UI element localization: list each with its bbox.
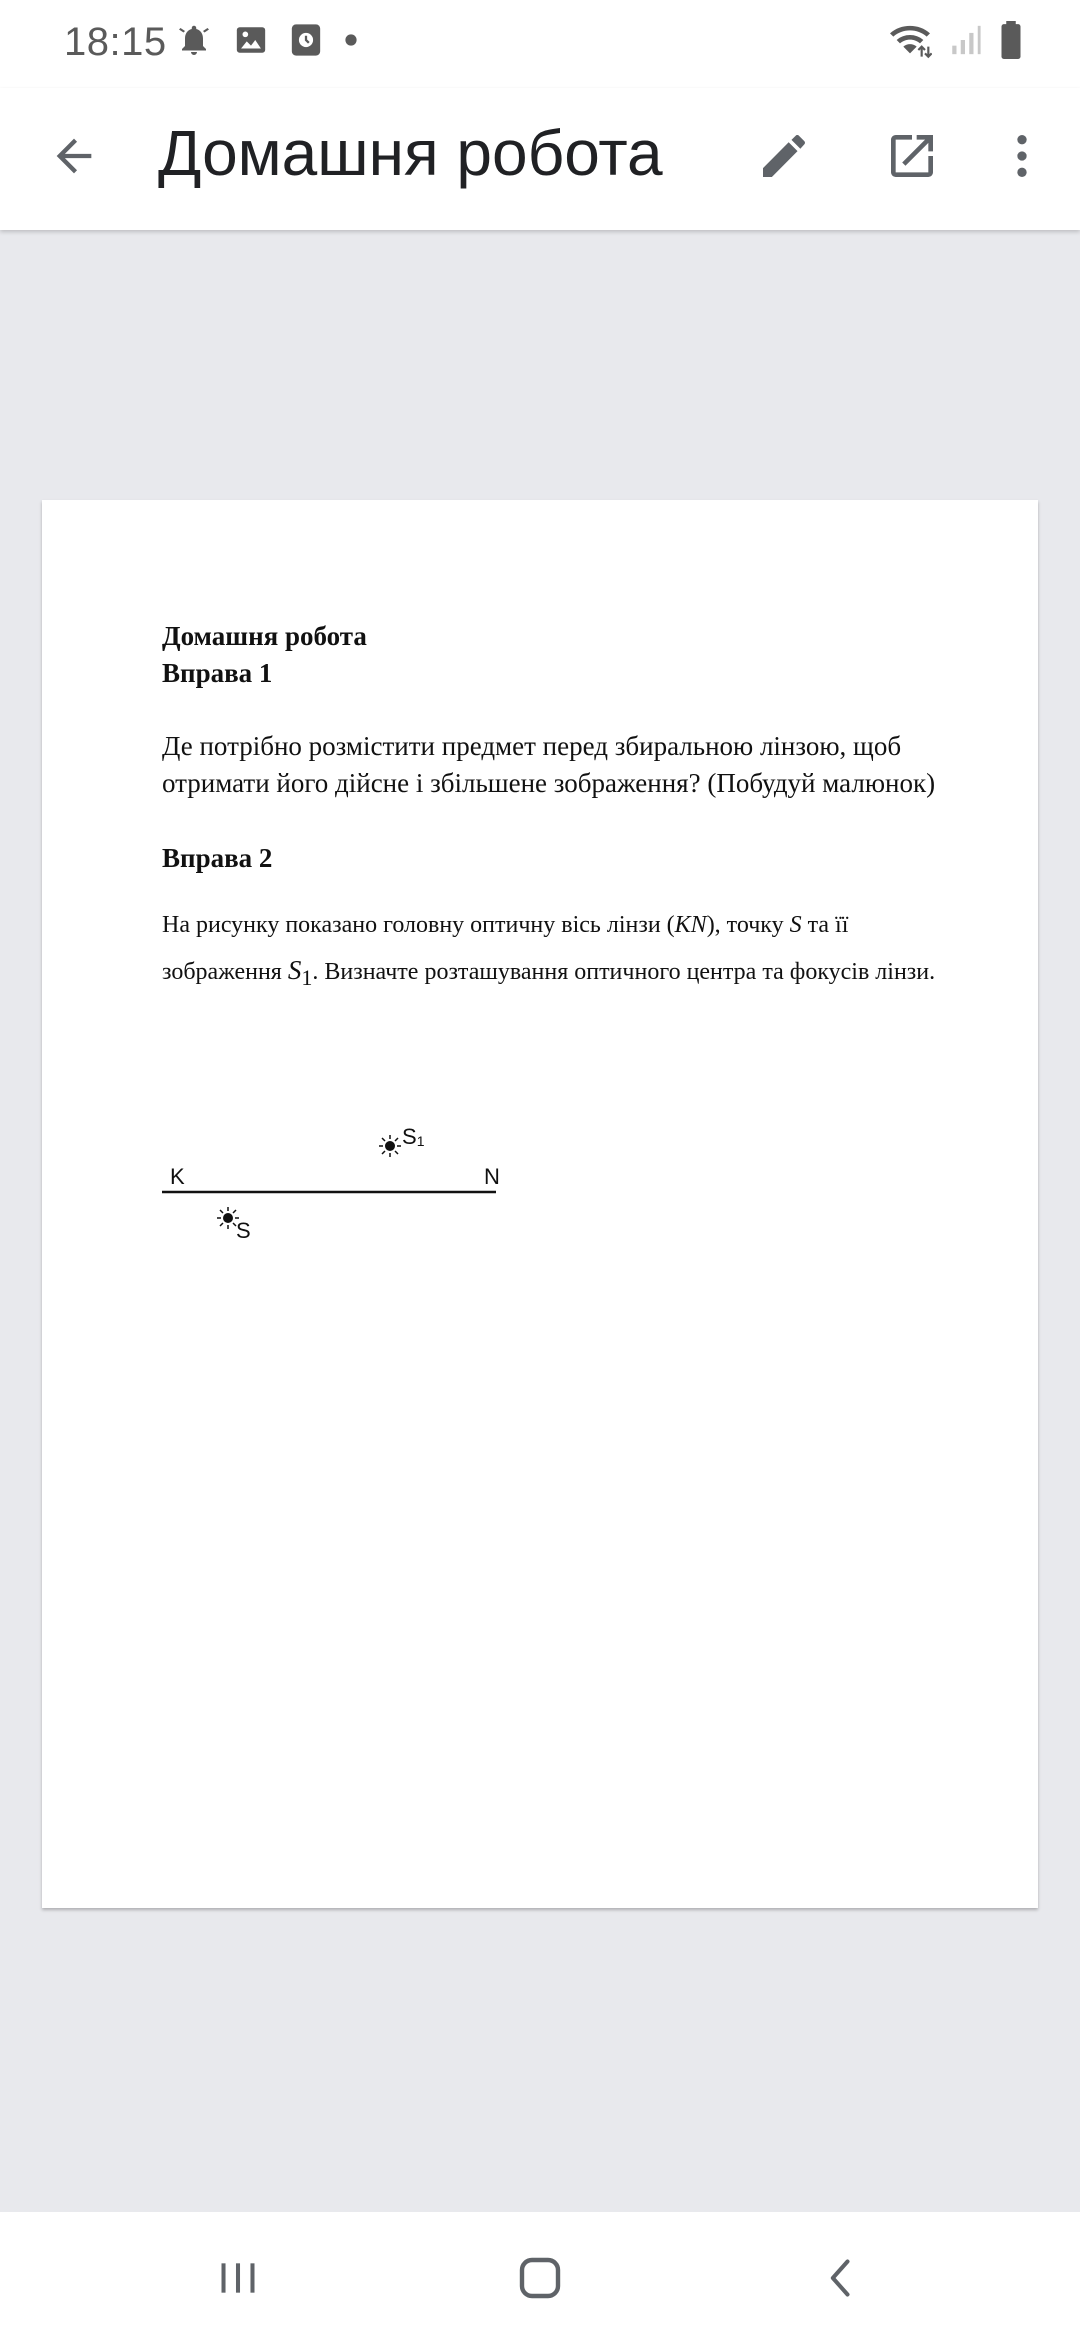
document-content bbox=[162, 618, 962, 1000]
video-icon bbox=[290, 23, 322, 62]
exercise2-text bbox=[162, 903, 962, 1000]
dot-icon bbox=[344, 33, 358, 52]
status-bar bbox=[0, 0, 1080, 88]
figure-label-s: S bbox=[236, 1218, 251, 1243]
status-time: 18:15 bbox=[64, 20, 167, 64]
figure-label-s1: S1 bbox=[402, 1124, 425, 1149]
figure-label-k: K bbox=[170, 1164, 185, 1189]
back-button[interactable] bbox=[36, 118, 112, 194]
more-vert-icon bbox=[994, 128, 1050, 184]
document-title: Домашня робота bbox=[162, 621, 367, 651]
exercise2-title: Вправа 2 bbox=[162, 843, 273, 873]
figure-label-n: N bbox=[484, 1164, 500, 1189]
home-button[interactable] bbox=[500, 2238, 580, 2318]
alarm-icon bbox=[176, 22, 212, 63]
exercise1-title: Вправа 1 bbox=[162, 658, 273, 688]
ex2-s1-sub: 1 bbox=[301, 964, 313, 990]
back-arrow-icon bbox=[48, 130, 100, 182]
ex2-kn: KN bbox=[674, 912, 707, 938]
document-page[interactable] bbox=[42, 500, 1038, 1908]
wifi-icon bbox=[888, 20, 932, 65]
nav-back-button[interactable] bbox=[802, 2238, 882, 2318]
recents-button[interactable] bbox=[198, 2238, 278, 2318]
app-title: Домашня робота bbox=[158, 117, 663, 189]
battery-icon bbox=[998, 21, 1024, 64]
navigation-bar bbox=[0, 2212, 1080, 2340]
pencil-icon bbox=[756, 128, 812, 184]
more-options-button[interactable] bbox=[984, 118, 1060, 194]
recents-icon bbox=[216, 2256, 260, 2300]
back-icon bbox=[820, 2256, 864, 2300]
system-icons bbox=[888, 20, 1024, 65]
ex2-s1: S bbox=[287, 955, 302, 985]
open-external-icon bbox=[884, 128, 940, 184]
home-icon bbox=[516, 2254, 564, 2302]
notification-icons bbox=[176, 22, 358, 63]
optics-figure bbox=[162, 1080, 522, 1260]
edit-button[interactable] bbox=[746, 118, 822, 194]
ex2-s: S bbox=[789, 912, 802, 938]
exercise1-text: Де потрібно розмістити предмет перед збиральною лінзою, щоб отримати його дійсне і збільшене зображення? (Побудуй малюнок) bbox=[162, 731, 936, 798]
ex2-text-part2: ), точку bbox=[706, 912, 790, 938]
ex2-text-part4: . Визначте розташування оптичного центра та фокусів лінзи. bbox=[312, 959, 936, 985]
signal-icon bbox=[948, 23, 982, 62]
point-s1-icon bbox=[379, 1135, 401, 1157]
ex2-text-part1: На рисунку показано головну оптичну вісь лінзи ( bbox=[162, 912, 675, 938]
open-external-button[interactable] bbox=[874, 118, 950, 194]
ex2-text-part3: та її зображення bbox=[162, 912, 849, 985]
app-bar bbox=[0, 88, 1080, 230]
image-icon bbox=[234, 23, 268, 62]
